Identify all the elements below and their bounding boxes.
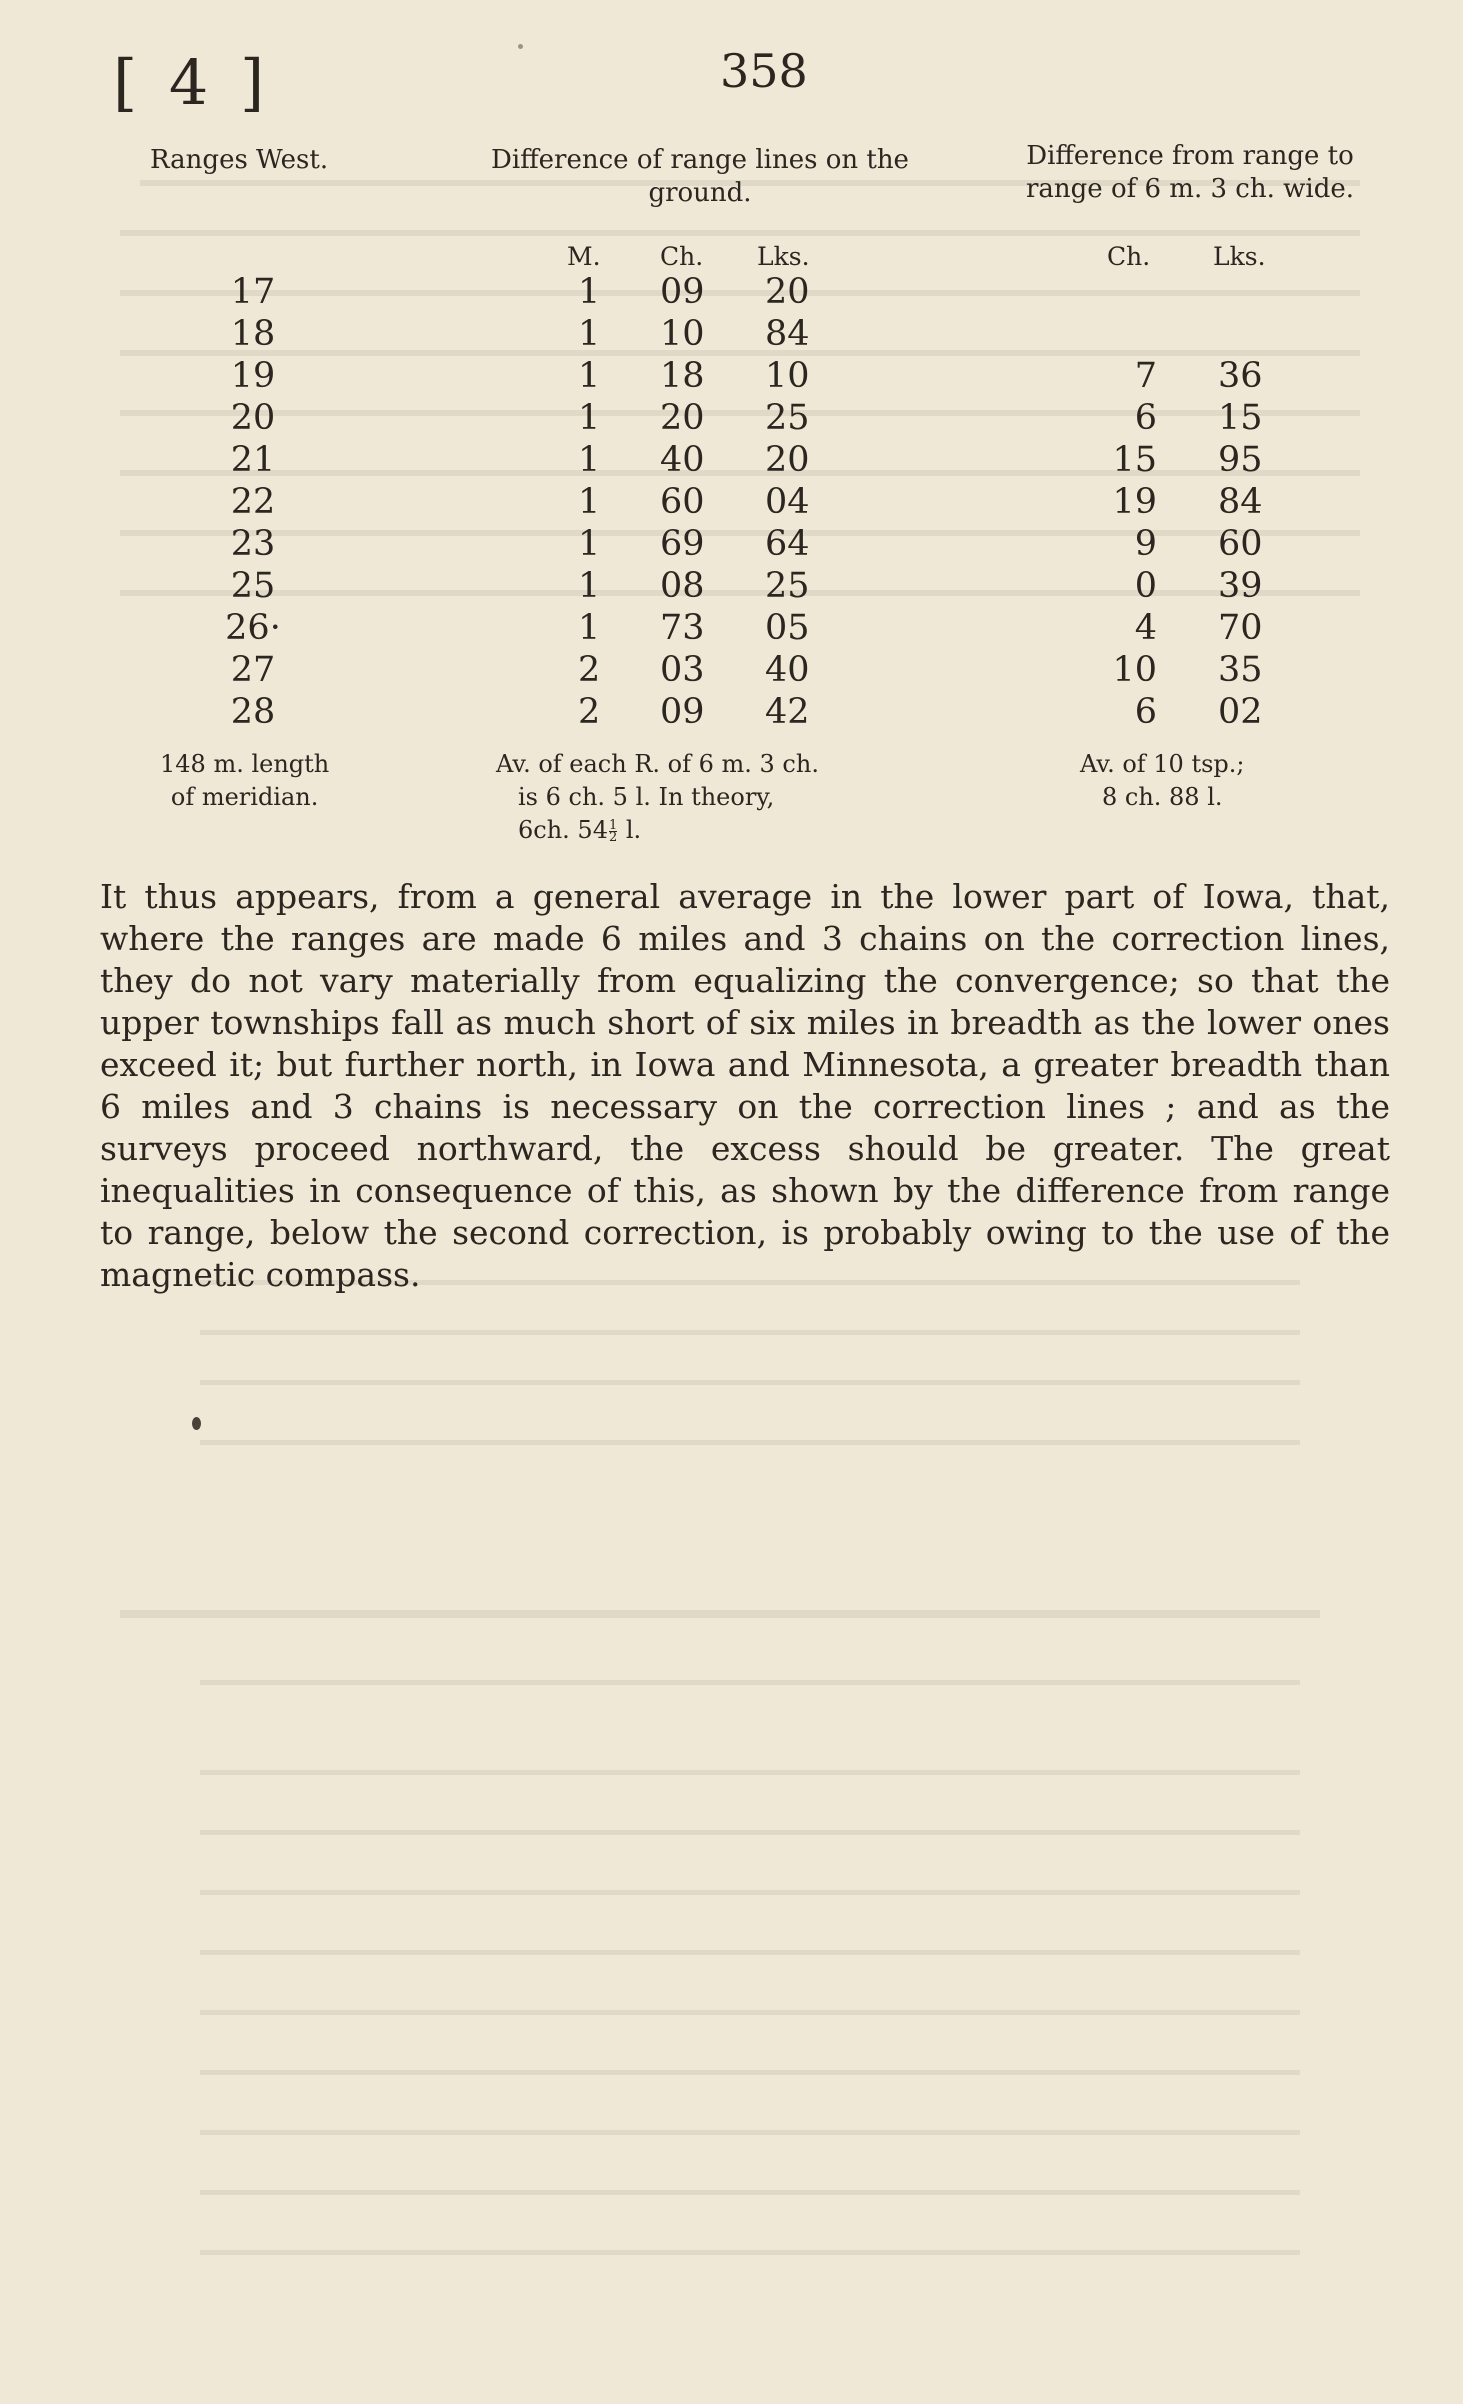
miles-value: 1 xyxy=(578,440,601,480)
diff-links-value: 60 xyxy=(1218,524,1263,564)
range-number: 23 xyxy=(230,524,276,564)
links-value: 05 xyxy=(765,608,810,648)
footnote-average-line2: is 6 ch. 5 l. In theory, xyxy=(518,783,775,811)
unit-chains: Ch. xyxy=(660,242,704,271)
miles-value: 1 xyxy=(578,482,601,522)
diff-chains-value: 6 xyxy=(1134,398,1157,438)
links-value: 64 xyxy=(765,524,810,564)
range-number: 26· xyxy=(225,608,281,648)
chains-value: 20 xyxy=(660,398,705,438)
diff-links-value: 15 xyxy=(1218,398,1263,438)
diff-links-value: 39 xyxy=(1218,566,1263,606)
diff-links-value: 02 xyxy=(1218,692,1263,732)
footnote-average-line3 xyxy=(496,814,819,847)
footnote-tsp-line2: 8 ch. 88 l. xyxy=(1101,783,1223,811)
unit-miles: M. xyxy=(567,242,601,271)
range-number: 27 xyxy=(230,650,276,690)
links-value: 25 xyxy=(765,398,810,438)
miles-value: 2 xyxy=(578,692,601,732)
fraction-one-half xyxy=(609,820,617,843)
chains-value: 10 xyxy=(660,314,705,354)
chains-value: 03 xyxy=(660,650,705,690)
range-number: 22 xyxy=(230,482,276,522)
header-difference-ground-line2: ground. xyxy=(648,178,752,208)
miles-value: 1 xyxy=(578,566,601,606)
footnote-meridian-length xyxy=(160,748,329,814)
chains-value: 73 xyxy=(660,608,705,648)
miles-value: 1 xyxy=(578,608,601,648)
diff-links-value: 95 xyxy=(1218,440,1263,480)
footnote-average-line3-text: 6ch. 54 xyxy=(518,816,608,844)
chains-value: 09 xyxy=(660,692,705,732)
miles-value: 1 xyxy=(578,314,601,354)
unit-diff-chains: Ch. xyxy=(1107,242,1151,271)
footnote-average-line3-suffix: l. xyxy=(618,816,642,844)
fraction-denominator: 2 xyxy=(608,830,618,845)
diff-links-value: 84 xyxy=(1218,482,1263,522)
links-value: 84 xyxy=(765,314,810,354)
range-number: 25 xyxy=(230,566,276,606)
ink-speck xyxy=(518,44,523,49)
range-number: 20 xyxy=(230,398,276,438)
range-number: 28 xyxy=(230,692,276,732)
miles-value: 1 xyxy=(578,356,601,396)
footnote-meridian-line1: 148 m. length xyxy=(160,750,330,778)
fraction-numerator: 1 xyxy=(608,818,618,833)
footnote-average-line1: Av. of each R. of 6 m. 3 ch. xyxy=(496,750,819,778)
links-value: 25 xyxy=(765,566,810,606)
links-value: 04 xyxy=(765,482,810,522)
header-difference-ground xyxy=(470,144,930,210)
links-value: 20 xyxy=(765,272,810,312)
diff-links-value: 70 xyxy=(1218,608,1263,648)
diff-chains-value: 19 xyxy=(1112,482,1157,522)
chains-value: 08 xyxy=(660,566,705,606)
range-number: 19 xyxy=(230,356,276,396)
miles-value: 1 xyxy=(578,272,601,312)
header-ranges-west: Ranges West. xyxy=(150,145,329,175)
document-number: [ 4 ] xyxy=(113,46,271,119)
ink-speck xyxy=(192,1417,201,1430)
range-number: 21 xyxy=(230,440,276,480)
diff-chains-value: 6 xyxy=(1134,692,1157,732)
diff-chains-value: 0 xyxy=(1134,566,1157,606)
diff-links-value: 36 xyxy=(1218,356,1263,396)
diff-chains-value: 4 xyxy=(1134,608,1157,648)
header-difference-range-line1: Difference from range to xyxy=(1026,141,1354,171)
diff-links-value: 35 xyxy=(1218,650,1263,690)
unit-diff-links: Lks. xyxy=(1213,242,1266,271)
footnote-tsp-line1: Av. of 10 tsp.; xyxy=(1080,750,1245,778)
miles-value: 2 xyxy=(578,650,601,690)
footnote-average-range xyxy=(496,748,819,847)
range-number: 18 xyxy=(230,314,276,354)
diff-chains-value: 7 xyxy=(1134,356,1157,396)
chains-value: 09 xyxy=(660,272,705,312)
header-difference-ground-line1: Difference of range lines on the xyxy=(491,145,909,175)
links-value: 42 xyxy=(765,692,810,732)
links-value: 40 xyxy=(765,650,810,690)
page-number: 358 xyxy=(720,44,808,98)
range-number: 17 xyxy=(230,272,276,312)
chains-value: 18 xyxy=(660,356,705,396)
diff-chains-value: 15 xyxy=(1112,440,1157,480)
diff-chains-value: 10 xyxy=(1112,650,1157,690)
unit-links: Lks. xyxy=(757,242,810,271)
chains-value: 40 xyxy=(660,440,705,480)
links-value: 10 xyxy=(765,356,810,396)
footnote-meridian-line2: of meridian. xyxy=(170,783,319,811)
header-difference-range xyxy=(1010,140,1370,206)
miles-value: 1 xyxy=(578,524,601,564)
links-value: 20 xyxy=(765,440,810,480)
header-difference-range-line2: range of 6 m. 3 ch. wide. xyxy=(1025,174,1354,204)
diff-chains-value: 9 xyxy=(1134,524,1157,564)
chains-value: 69 xyxy=(660,524,705,564)
body-paragraph: It thus appears, from a general average in the lower part of Iowa, that, where the ranges are made 6 miles and 3 chains on the correction lines, they do not vary materially from equalizing the convergence; so that the upper townships fall as much short of six miles in breadth as the lower ones exceed it; but further north, in Iowa and Minnesota, a greater breadth than 6 miles and 3 chains is necessary on the correction lines ; and as the surveys proceed northward, the excess should be greater. The great inequalities in consequence of this, as shown by the difference from range to range, below the second correction, is probably owing to the use of the magnetic compass. xyxy=(100,877,1390,1294)
miles-value: 1 xyxy=(578,398,601,438)
footnote-average-townships xyxy=(1080,748,1245,814)
chains-value: 60 xyxy=(660,482,705,522)
